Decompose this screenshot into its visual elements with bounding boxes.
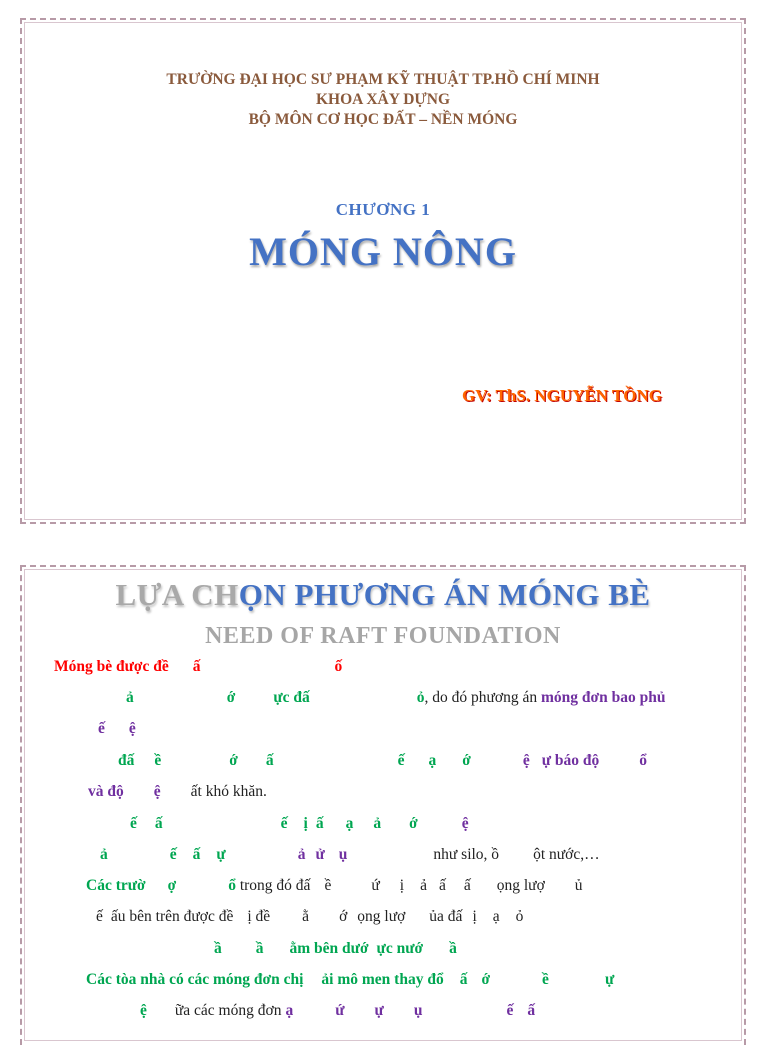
slide2-subtitle: NEED OF RAFT FOUNDATION	[205, 623, 561, 649]
text-run: ủ	[574, 877, 583, 894]
text-run: ớ	[226, 689, 236, 706]
text-run: Các trườ	[86, 877, 146, 894]
text-run: ả	[373, 815, 382, 832]
lecturer-name: GV: ThS. NGUYỄN TỒNG	[462, 386, 662, 405]
text-run: ế	[130, 815, 137, 832]
text-run: ề	[324, 877, 332, 894]
title-slide	[20, 18, 746, 524]
text-run: ị	[472, 908, 477, 925]
institution-line-1: TRƯỜNG ĐẠI HỌC SƯ PHẠM KỸ THUẬT TP.HỒ CHÍ MINH	[166, 71, 600, 88]
text-run: , do đó phương án	[424, 689, 542, 706]
body-line-2	[126, 689, 665, 707]
text-run: ỏ	[515, 908, 524, 925]
text-run: ế	[506, 1002, 514, 1019]
text-run: ầ	[449, 940, 457, 957]
text-run: ấ	[463, 877, 471, 894]
text-run: ự báo độ	[541, 752, 600, 769]
text-run: ệ	[522, 752, 530, 769]
text-run: ủa đấ	[429, 908, 463, 925]
chapter-label: CHƯƠNG 1	[335, 200, 431, 219]
body-line-9	[96, 908, 523, 926]
text-run: ỏ	[416, 689, 425, 706]
text-run: ấ	[265, 752, 274, 769]
body-line-7	[100, 846, 600, 864]
text-run: ế	[96, 908, 103, 925]
body-line-12	[140, 1002, 535, 1020]
text-run: ực đấ	[273, 689, 310, 706]
text-run: ế	[98, 720, 105, 737]
text-run: ấ	[438, 877, 446, 894]
text-run: ấu bên trên được đề	[110, 908, 234, 925]
text-run: ị	[303, 815, 308, 832]
text-run: ổ	[228, 877, 236, 894]
text-run: ề	[154, 752, 162, 769]
text-run: móng đơn bao phủ	[541, 689, 666, 706]
text-run: ầ	[214, 940, 222, 957]
text-run: ớ	[229, 752, 238, 769]
text-run: ố	[334, 658, 343, 675]
text-run: ấ	[192, 846, 201, 863]
text-run: ấ	[192, 658, 201, 675]
text-run: ằ	[302, 908, 310, 925]
text-run: đấ	[118, 752, 135, 769]
body-line-5	[88, 783, 267, 801]
text-run: ứ	[371, 877, 380, 894]
text-run: Móng bè được đề	[54, 658, 169, 675]
text-run: ạ	[492, 908, 500, 925]
text-run: ải mô men thay đổ	[321, 971, 444, 988]
text-run: ấ	[154, 815, 163, 832]
text-run: ế	[397, 752, 405, 769]
text-run: ụ	[413, 1002, 423, 1019]
institution-line-3: BỘ MÔN CƠ HỌC ĐẤT – NỀN MÓNG	[248, 111, 518, 128]
body-line-3	[98, 720, 136, 738]
text-run: ọng lượ	[496, 877, 545, 894]
slide2-title-part1: LỰA CH	[115, 577, 239, 612]
text-run: ột nước,…	[533, 846, 600, 863]
text-run: ự	[604, 971, 615, 988]
text-run: ấ	[527, 1002, 536, 1019]
text-run: ự	[216, 846, 226, 863]
text-run: ớ	[481, 971, 491, 988]
text-run: ất khó khăn.	[190, 783, 267, 800]
body-line-1	[54, 658, 342, 676]
text-run: ả	[100, 846, 108, 863]
text-run: và độ	[88, 783, 124, 800]
text-run: ề	[542, 971, 549, 988]
body-line-10	[214, 940, 457, 958]
text-run: ử	[315, 846, 325, 863]
text-run: ả	[297, 846, 306, 863]
content-slide	[20, 565, 746, 1045]
text-run: ứ	[335, 1002, 345, 1019]
text-run: Các tòa nhà có các móng đơn chị	[86, 971, 304, 988]
text-run: ả	[420, 877, 427, 894]
slide2-title	[22, 577, 744, 613]
text-run: ế	[280, 815, 288, 832]
text-run: ạ	[345, 815, 354, 832]
body-line-11	[86, 971, 614, 989]
body-line-8	[86, 877, 583, 895]
text-run: ằm bên dướ	[289, 940, 369, 957]
text-run: như silo, ồ	[433, 846, 500, 863]
text-run: ị	[399, 877, 405, 894]
text-run: ự	[374, 1002, 384, 1019]
text-run: ọng lượ	[357, 908, 406, 925]
text-run: ớ	[409, 815, 418, 832]
body-line-6	[130, 815, 469, 833]
text-run: ệ	[140, 1002, 147, 1019]
text-run: ầ	[255, 940, 264, 957]
text-run: ạ	[428, 752, 437, 769]
text-run: ị đề	[247, 908, 271, 925]
body-line-4	[118, 752, 647, 770]
text-run: ả	[126, 689, 134, 706]
text-run: trong đó đấ	[235, 877, 311, 894]
text-run: ế	[169, 846, 177, 863]
text-run: ợ	[167, 877, 177, 894]
text-run: ệ	[153, 783, 161, 800]
text-run: ớ	[339, 908, 348, 925]
slide-title: MÓNG NÔNG	[249, 229, 517, 274]
text-run: ực nướ	[376, 940, 424, 957]
text-run: ệ	[128, 720, 136, 737]
text-run: ạ	[285, 1002, 294, 1019]
slide2-title-part2: ỌN PHƯƠNG ÁN MÓNG BÈ	[238, 577, 651, 612]
text-run: ệ	[461, 815, 469, 832]
text-run: ụ	[338, 846, 348, 863]
text-run: ớ	[462, 752, 471, 769]
institution-line-2: KHOA XÂY DỰNG	[315, 91, 451, 108]
text-run: ổ	[639, 752, 648, 769]
text-run: ữa các móng đơn	[174, 1002, 282, 1019]
text-run: ấ	[315, 815, 324, 832]
text-run: ấ	[459, 971, 468, 988]
